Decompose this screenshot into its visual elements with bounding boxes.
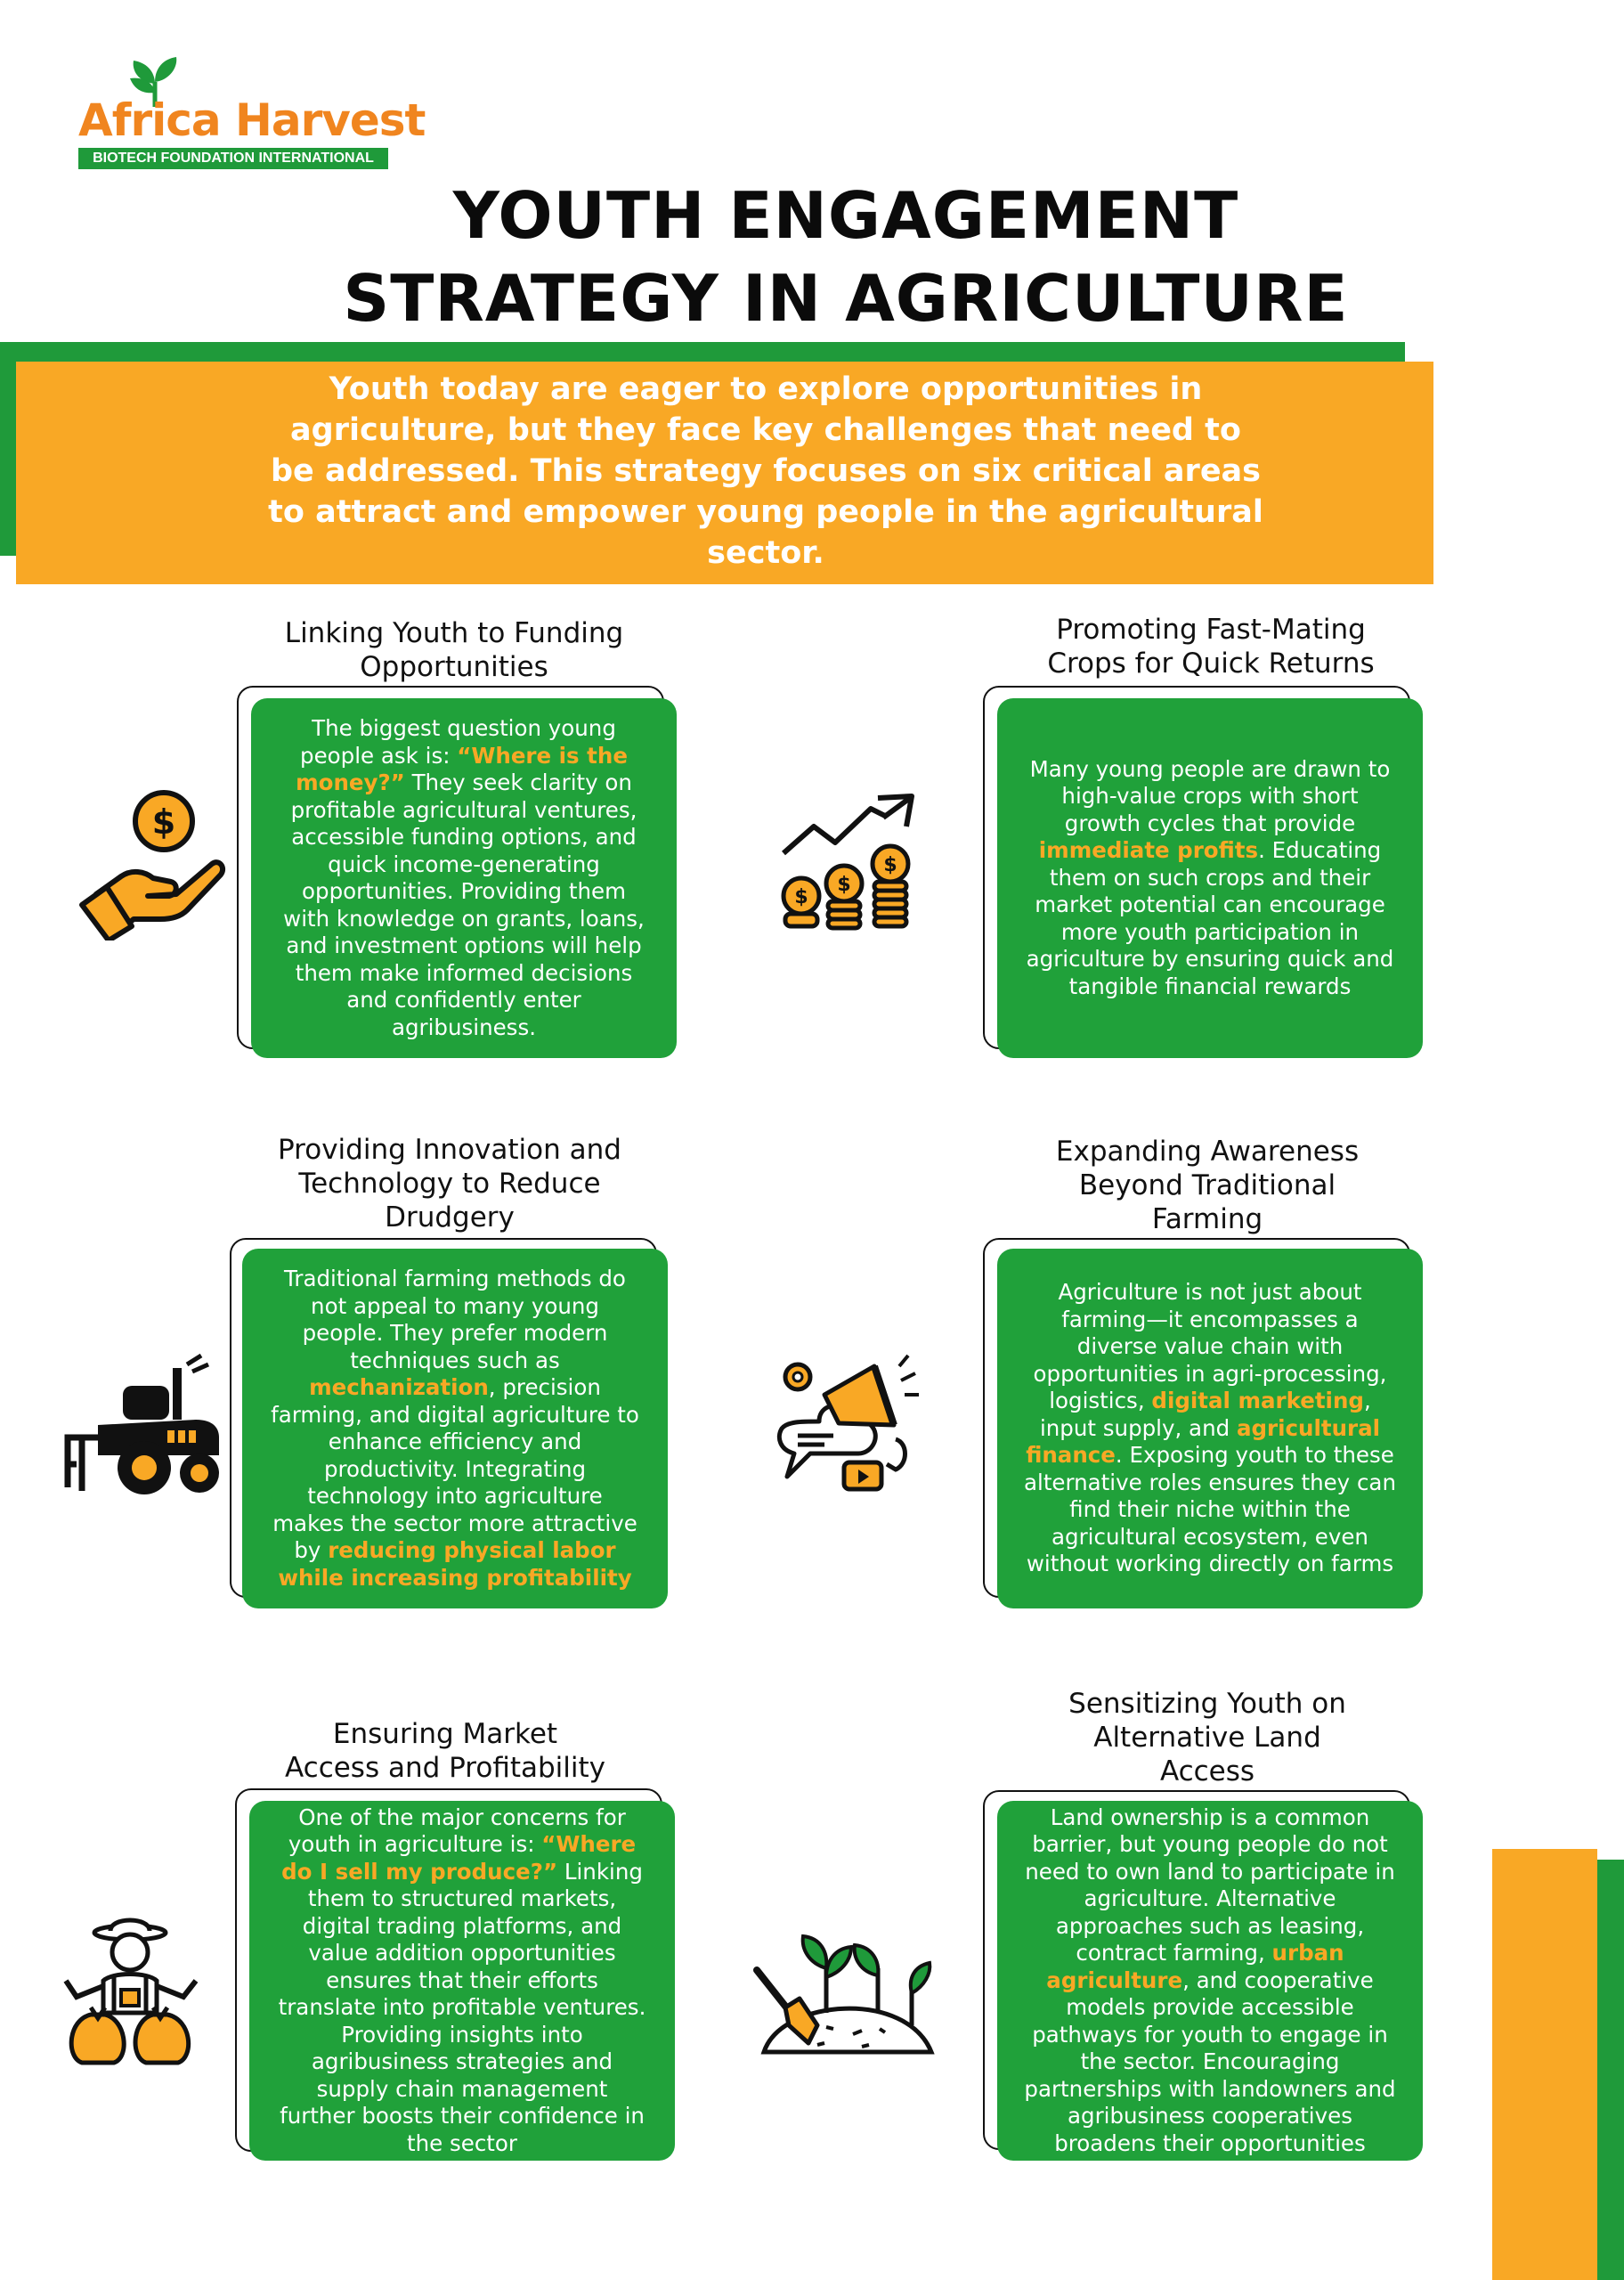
section-card-innovation: [242, 1249, 668, 1608]
section-text-crops: [1024, 756, 1396, 1001]
highlight-text: “Where is the money?”: [296, 742, 628, 795]
megaphone-icon: [775, 1354, 921, 1500]
section-card-market: [249, 1801, 675, 2161]
seedling-soil-icon: [746, 1927, 942, 2059]
section-text-funding: [278, 715, 650, 1041]
title-line-2: STRATEGY IN AGRICULTURE: [343, 261, 1349, 336]
section-title-awareness: Expanding Awareness Beyond Traditional Farming: [1055, 1136, 1360, 1235]
section-title-land: Sensitizing Youth on Alternative Land Access: [1068, 1688, 1346, 1787]
highlight-text: digital marketing: [1151, 1388, 1364, 1414]
title-line-1: YOUTH ENGAGEMENT: [452, 178, 1239, 253]
body-text: The biggest question young people ask is:: [300, 715, 616, 769]
intro-text: Youth today are eager to explore opportunities in agriculture, but they face key challenges that need to be addressed. This strategy focuses on six critical areas to attract and empower young people in the agricultural sector.: [268, 371, 1263, 571]
body-text: They seek clarity on profitable agricultural ventures, accessible funding options, and quick income-generating opportunities. Providing them with knowledge on grants, loans, and investment options will help them make informed decisions and confidently enter agribusiness.: [283, 770, 645, 1040]
tractor-icon: [62, 1348, 228, 1505]
body-text: Many young people are drawn to high-value crops with short growth cycles that provide: [1029, 755, 1391, 836]
section-title-innovation: Providing Innovation and Technology to Reduce Drudgery: [278, 1134, 621, 1234]
page-title: [267, 175, 1425, 340]
section-card-awareness: [997, 1249, 1423, 1608]
section-card-crops: [997, 698, 1423, 1058]
section-text-innovation: [269, 1266, 641, 1592]
body-text: , and cooperative models provide accessible pathways for youth to engage in the sector. Encouraging partnerships with landowners and agribusiness cooperatives broadens their opportunities: [1024, 1966, 1396, 2156]
section-card-funding: [251, 698, 677, 1058]
body-text: Agriculture is not just about farming—it encompasses a diverse value chain with opportunities in agri-processing, logistics,: [1033, 1279, 1387, 1414]
body-text: Land ownership is a common barrier, but young people do not need to own land to participate in agriculture. Alternative approaches such as leasing, contract farming,: [1025, 1804, 1395, 1966]
body-text: Linking them to structured markets, digital trading platforms, and value addition opportunities ensures that their efforts translate into profitable ventures. Providing insights into agribusiness strategies and supply chain management further boosts their confidence in the sector: [278, 1858, 646, 2156]
logo-subtitle: BIOTECH FOUNDATION INTERNATIONAL: [78, 148, 388, 169]
section-title-funding: Linking Youth to Funding Opportunities: [284, 617, 624, 683]
body-text: One of the major concerns for youth in agriculture is:: [288, 1804, 626, 1858]
section-text-awareness: [1022, 1279, 1398, 1578]
highlight-text: urban agriculture: [1046, 1940, 1344, 1993]
body-text: . Exposing youth to these alternative roles ensures they can find their niche within the agricultural ecosystem, even without working directly on farms: [1024, 1442, 1396, 1577]
highlight-text: reducing physical labor while increasing profitability: [278, 1537, 632, 1591]
highlight-text: agricultural finance: [1026, 1414, 1381, 1469]
svg-text:$: $: [837, 874, 851, 896]
section-title-crops: Promoting Fast-Mating Crops for Quick Returns: [1047, 614, 1375, 680]
highlight-text: mechanization: [309, 1374, 489, 1400]
section-title-market: Ensuring Market Access and Profitability: [284, 1718, 606, 1784]
section-card-land: [997, 1801, 1423, 2161]
svg-text:$: $: [794, 886, 808, 908]
logo-wordmark: Africa Harvest: [78, 94, 426, 146]
decor-bar-orange: [1492, 1849, 1597, 2280]
body-text: . Educating them on such crops and their market potential can encourage more youth participation in agriculture by ensuring quick and tangible financial rewards: [1026, 837, 1394, 999]
section-text-land: [1020, 1804, 1400, 2158]
svg-text:$: $: [883, 854, 897, 876]
body-text: , input supply, and: [1039, 1388, 1371, 1441]
body-text: , precision farming, and digital agriculture to enhance efficiency and productivity. Integrating technology into agriculture makes the sector more attractive by: [271, 1374, 639, 1563]
highlight-text: immediate profits: [1038, 837, 1259, 864]
section-text-market: [276, 1804, 648, 2158]
body-text: Traditional farming methods do not appeal to many young people. They prefer modern techniques such as: [284, 1266, 626, 1373]
hand-coin-icon: [77, 787, 230, 940]
svg-text:$: $: [151, 802, 176, 842]
coins-growth-icon: [778, 791, 917, 932]
logo: [78, 55, 426, 171]
highlight-text: “Where do I sell my produce?”: [281, 1831, 637, 1885]
farmer-sacks-icon: [59, 1915, 203, 2066]
